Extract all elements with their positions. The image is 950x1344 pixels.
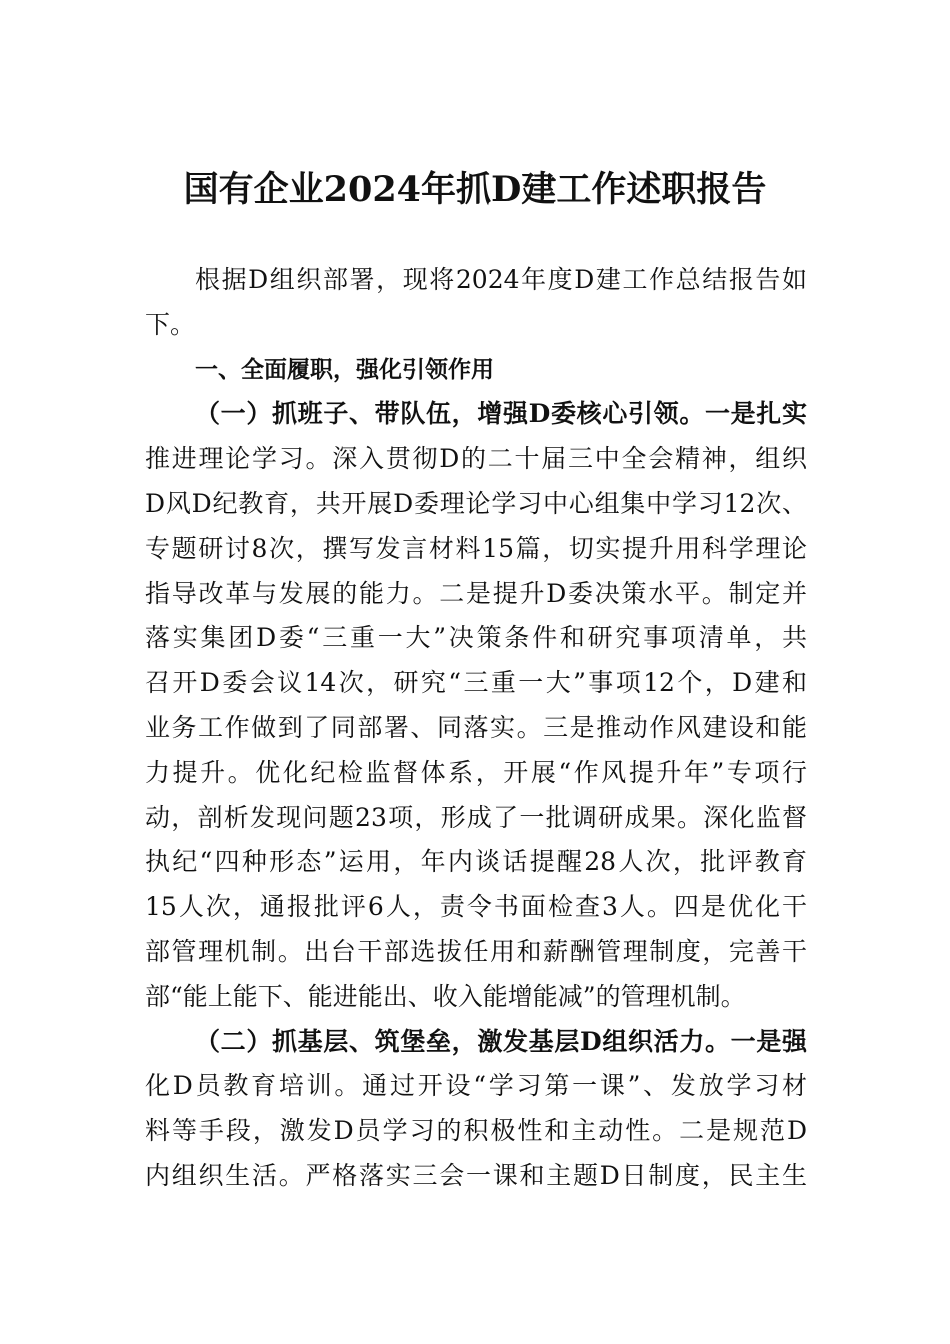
paragraph-line: 化D员教育培训。通过开设“学习第一课”、发放学习材 [145, 1071, 807, 1101]
paragraph-line: 内组织生活。严格落实三会一课和主题D日制度，民主生 [145, 1160, 807, 1190]
subsection-line: （一）抓班子、带队伍，增强D委核心引领。一是扎实 [195, 399, 807, 429]
paragraph-line: D风D纪教育，共开展D委理论学习中心组集中学习12次、 [145, 488, 807, 518]
paragraph-line: 15人次，通报批评6人，责令书面检查3人。四是优化干 [145, 892, 807, 922]
intro-line: 根据D组织部署，现将2024年度D建工作总结报告如 [195, 265, 807, 294]
paragraph-line: 部管理机制。出台干部选拔任用和薪酬管理制度，完善干 [145, 936, 807, 966]
paragraph-line: 动，剖析发现问题23项，形成了一批调研成果。深化监督 [145, 802, 807, 832]
subsection-line: （二）抓基层、筑堡垒，激发基层D组织活力。一是强 [195, 1026, 807, 1056]
paragraph-line: 业务工作做到了同部署、同落实。三是推动作风建设和能 [145, 712, 807, 742]
paragraph-line: 专题研讨8次，撰写发言材料15篇，切实提升用科学理论 [145, 533, 807, 563]
paragraph-line: 料等手段，激发D员学习的积极性和主动性。二是规范D [145, 1116, 807, 1146]
paragraph-line: 落实集团D委“三重一大”决策条件和研究事项清单，共 [145, 623, 807, 653]
document-title: 国有企业2024年抓D建工作述职报告 [183, 169, 767, 210]
paragraph-line: 指导改革与发展的能力。二是提升D委决策水平。制定并 [145, 578, 807, 608]
paragraph-line: 推进理论学习。深入贯彻D的二十届三中全会精神，组织 [145, 444, 807, 474]
document-body [145, 258, 807, 1199]
paragraph-line: 召开D委会议14次，研究“三重一大”事项12个，D建和 [145, 668, 807, 698]
paragraph-line: 执纪“四种形态”运用，年内谈话提醒28人次，批评教育 [145, 847, 807, 877]
paragraph-line: 力提升。优化纪检监督体系，开展“作风提升年”专项行 [145, 757, 807, 787]
paragraph-line: 部“能上能下、能进能出、收入能增能减”的管理机制。 [145, 981, 746, 1011]
section-heading: 一、全面履职，强化引领作用 [195, 356, 494, 383]
intro-line: 下。 [145, 309, 196, 339]
